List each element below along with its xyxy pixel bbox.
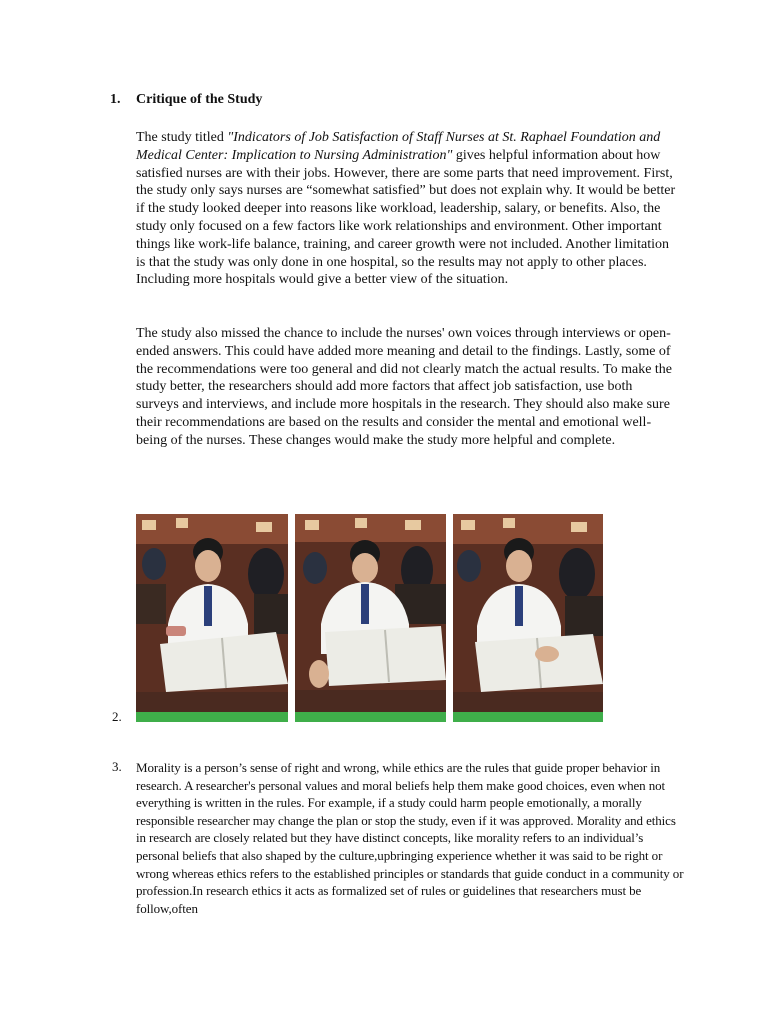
section-3-number: 3. (112, 759, 122, 774)
paragraph-1-lead: The study titled (136, 130, 228, 145)
student-reading-photo-2 (295, 514, 446, 722)
student-reading-photo-3 (453, 514, 603, 722)
paragraph-1-body: gives helpful information about how satisfied nurses are with their jobs. However, there are some parts that need improvement. First, the study only says nurses are “somewhat satisfied” but does not explain why. It would be better if the study looked deeper into reasons like workload, leadership, salary, or benefits. Also, the study only focused on a few factors like work relationships and environment. Other important things like work-life balance, training, and career growth were not included. Another limitation is that the study was only done in one hospital, so the results may not apply to other places. Including more hospitals would give a better view of the situation. (136, 147, 676, 288)
study-title-italic: "Indicators of Job Satisfaction of Staff Nurses at St. Raphael Foundation and Medical Center: Implication to Nursing Administration" (136, 130, 661, 163)
section-1-heading: Critique of the Study (136, 92, 263, 107)
critique-paragraph-1 (136, 129, 676, 289)
section-2-number: 2. (112, 709, 122, 724)
critique-paragraph-2: The study also missed the chance to include the nurses' own voices through interviews or open-ended answers. This could have added more meaning and detail to the findings. Lastly, some of the recommendations were too general and did not clearly match the actual results. To make the study better, the researchers should add more factors that affect job satisfaction, use both surveys and interviews, and include more hospitals in the research. They should also make sure their recommendations are based on the results and consider the mental and emotional well-being of the nurses. These changes would make the study more helpful and complete. (136, 326, 673, 448)
morality-ethics-paragraph: Morality is a person’s sense of right and wrong, while ethics are the rules that guide proper behavior in research. A researcher's personal values and moral beliefs help them make good choices, even when not everything is written in the rules. For example, if a study could harm people emotionally, a morally responsible researcher may change the plan or stop the study, even if it was approved. Morality and ethics in research are closely related but they have distinct concepts, like morality refers to an individual’s personal beliefs that also shaped by the culture,upbringing experience whether it was said to be right or wrong whereas ethics refers to the established principles or standards that guide conduct in a community or profession.In research ethics it acts as formalized set of rules or guidelines that researchers must be follow,often (136, 760, 684, 916)
student-reading-photo-1 (136, 514, 288, 722)
section-1-number: 1. (110, 92, 121, 107)
